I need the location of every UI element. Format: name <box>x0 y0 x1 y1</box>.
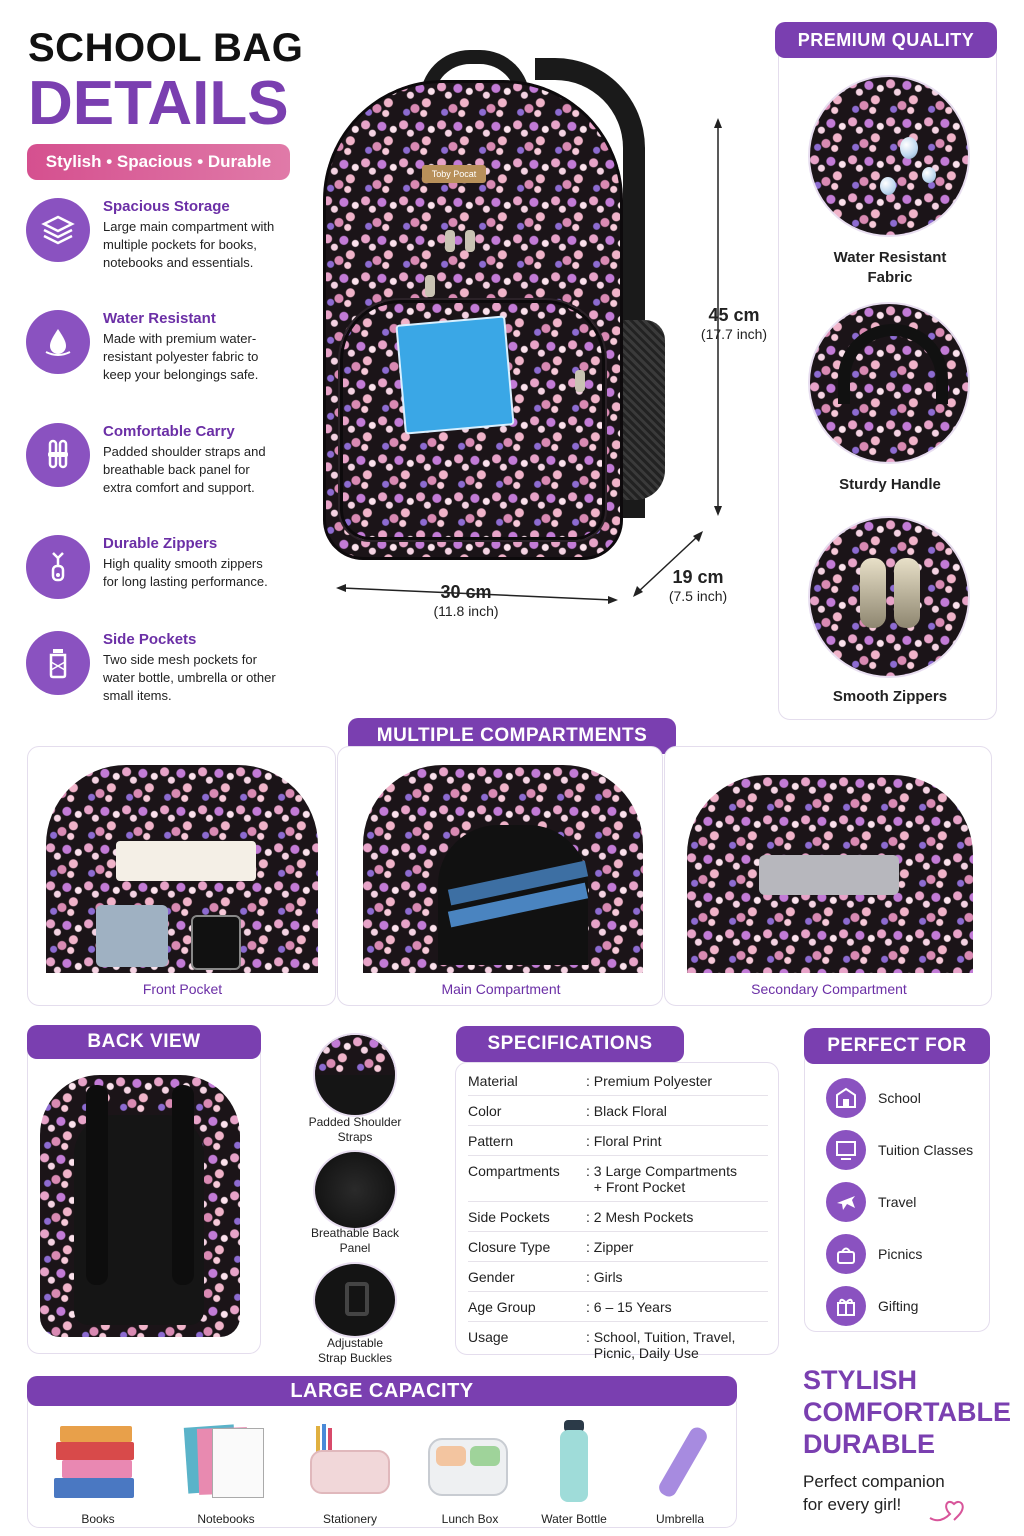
slogan-sub-2: for every girl! <box>803 1495 902 1514</box>
capacity-label: Lunch Box <box>441 1512 499 1526</box>
spec-row <box>468 1156 768 1202</box>
back-view-title: BACK VIEW <box>87 1031 201 1052</box>
perfect-for-label: Picnics <box>878 1246 923 1262</box>
compartment-card-front <box>27 746 336 1006</box>
spec-row <box>468 1126 768 1156</box>
capacity-label: Umbrella <box>655 1512 704 1526</box>
perfect-for-item <box>826 1280 986 1332</box>
spec-value: : 2 Mesh Pockets <box>586 1209 694 1225</box>
perfect-for-item <box>826 1124 986 1176</box>
feature-desc: Padded shoulder straps and breathable back panel for extra comfort and support. <box>103 444 266 495</box>
perfect-for-list <box>826 1072 986 1332</box>
capacity-item-lunch-box <box>420 1420 520 1526</box>
spec-row <box>468 1202 768 1232</box>
padded-straps-image <box>313 1033 397 1117</box>
back-detail-caption: Padded Shoulder Straps <box>308 1115 402 1144</box>
feature-title: Durable Zippers <box>103 535 218 552</box>
title-line-2: DETAILS <box>28 69 289 138</box>
capacity-label: Stationery <box>322 1512 378 1526</box>
spec-value: : Zipper <box>586 1239 634 1255</box>
premium-caption: Smooth Zippers <box>832 688 948 705</box>
feature-item <box>26 423 286 535</box>
spec-value: : Premium Polyester <box>586 1073 713 1089</box>
spec-key: Gender <box>468 1269 515 1285</box>
spec-key: Closure Type <box>468 1239 551 1255</box>
school-icon <box>826 1078 866 1118</box>
capacity-label: Water Bottle <box>541 1512 607 1526</box>
feature-desc: Made with premium water-resistant polyester fabric to keep your belongings safe. <box>103 331 259 382</box>
capacity-item-umbrella <box>630 1420 730 1526</box>
perfect-for-item <box>826 1176 986 1228</box>
spec-row <box>468 1322 768 1367</box>
title-line-1: SCHOOL BAG <box>28 26 304 70</box>
perfect-for-label: Tuition Classes <box>878 1142 974 1158</box>
capacity-item-notebooks <box>176 1420 276 1526</box>
smooth-zippers-image <box>808 516 970 678</box>
height-cm: 45 cm <box>708 305 760 325</box>
books-icon <box>48 1420 148 1504</box>
feature-title: Spacious Storage <box>103 198 230 215</box>
spec-row <box>468 1292 768 1322</box>
spec-key: Pattern <box>468 1133 514 1149</box>
stationery-icon <box>300 1420 400 1504</box>
feature-item <box>26 535 286 631</box>
perfect-for-header <box>804 1028 990 1064</box>
front-pocket-image <box>46 765 318 973</box>
slogan-sub-1: Perfect companion <box>803 1472 945 1491</box>
perfect-for-label: Travel <box>878 1194 917 1210</box>
back-detail-caption: Adjustable Strap Buckles <box>317 1336 393 1365</box>
lunch-box-icon <box>420 1420 520 1504</box>
gift-icon <box>826 1286 866 1326</box>
main-compartment-image <box>363 765 643 973</box>
depth-cm: 19 cm <box>672 567 724 587</box>
heart-icon <box>928 1494 978 1524</box>
bottle-icon <box>26 631 90 695</box>
slogan-line-2: COMFORTABLE <box>803 1397 1011 1427</box>
large-capacity-title: LARGE CAPACITY <box>290 1380 474 1402</box>
depth-dimension <box>656 567 740 604</box>
specifications-header <box>456 1026 684 1062</box>
umbrella-icon <box>630 1420 730 1504</box>
feature-desc: High quality smooth zippers for long lasting performance. <box>103 556 268 589</box>
brand-label-text: Toby Pocat <box>431 169 477 179</box>
features-list <box>26 198 286 743</box>
capacity-label: Books <box>81 1512 115 1526</box>
width-dimension <box>416 582 516 619</box>
feature-desc: Large main compartment with multiple pockets for books, notebooks and essentials. <box>103 219 275 270</box>
spec-key: Usage <box>468 1329 509 1345</box>
spec-value: : School, Tuition, Travel, Picnic, Daily Use <box>586 1329 736 1361</box>
compartment-card-secondary <box>664 746 992 1006</box>
spec-key: Compartments <box>468 1163 560 1179</box>
feature-item <box>26 631 286 743</box>
spec-row <box>468 1232 768 1262</box>
feature-title: Side Pockets <box>103 631 197 648</box>
water-resistant-fabric-image <box>808 75 970 237</box>
tagline-text: Stylish • Spacious • Durable <box>45 152 272 171</box>
capacity-item-stationery <box>300 1420 400 1526</box>
premium-quality-title: PREMIUM QUALITY <box>797 30 975 50</box>
feature-title: Water Resistant <box>103 310 216 327</box>
spec-value: : Floral Print <box>586 1133 662 1149</box>
height-dimension <box>694 305 774 342</box>
width-inch: (11.8 inch) <box>433 603 499 619</box>
page-title <box>28 26 304 138</box>
spec-key: Color <box>468 1103 502 1119</box>
specifications-table <box>468 1066 768 1367</box>
tagline-badge <box>27 144 290 180</box>
compartment-caption: Secondary Compartment <box>751 981 907 997</box>
back-view-header <box>27 1025 261 1059</box>
slogan-line-3: DURABLE <box>803 1429 935 1459</box>
spec-value: : Girls <box>586 1269 623 1285</box>
specifications-title: SPECIFICATIONS <box>487 1033 653 1054</box>
water-drop-icon <box>26 310 90 374</box>
perfect-for-item <box>826 1228 986 1280</box>
spec-key: Material <box>468 1073 518 1089</box>
premium-caption: Water Resistant Fabric <box>833 249 947 286</box>
premium-quality-header <box>775 22 997 58</box>
spec-row <box>468 1096 768 1126</box>
spec-value: : 3 Large Compartments + Front Pocket <box>586 1163 737 1195</box>
capacity-item-water-bottle <box>524 1420 624 1526</box>
slogan-line-1: STYLISH <box>803 1365 918 1395</box>
back-view-image <box>40 1075 240 1337</box>
back-detail-caption: Breathable Back Panel <box>310 1226 400 1255</box>
spec-key: Side Pockets <box>468 1209 550 1225</box>
notebooks-icon <box>176 1420 276 1504</box>
feature-desc: Two side mesh pockets for water bottle, umbrella or other small items. <box>103 652 276 703</box>
compartment-caption: Main Compartment <box>441 981 561 997</box>
classroom-icon <box>826 1130 866 1170</box>
height-inch: (17.7 inch) <box>700 326 768 342</box>
feature-title: Comfortable Carry <box>103 423 235 440</box>
compartment-caption: Front Pocket <box>142 981 223 997</box>
airplane-icon <box>826 1182 866 1222</box>
premium-caption: Sturdy Handle <box>839 476 941 493</box>
feature-item <box>26 310 286 423</box>
picnic-icon <box>826 1234 866 1274</box>
capacity-label: Notebooks <box>197 1512 255 1526</box>
spec-value: : 6 – 15 Years <box>586 1299 672 1315</box>
sturdy-handle-image <box>808 302 970 464</box>
feature-item <box>26 198 286 310</box>
slogan <box>803 1364 1013 1516</box>
spec-key: Age Group <box>468 1299 536 1315</box>
perfect-for-title: PERFECT FOR <box>827 1035 967 1056</box>
width-cm: 30 cm <box>440 582 492 602</box>
strap-buckles-image <box>313 1262 397 1338</box>
spec-row <box>468 1262 768 1292</box>
perfect-for-item <box>826 1072 986 1124</box>
layers-icon <box>26 198 90 262</box>
water-bottle-icon <box>524 1420 624 1504</box>
spec-value: : Black Floral <box>586 1103 667 1119</box>
secondary-compartment-image <box>687 775 973 973</box>
breathable-panel-image <box>313 1150 397 1230</box>
large-capacity-header <box>27 1376 737 1406</box>
perfect-for-label: School <box>878 1090 921 1106</box>
straps-icon <box>26 423 90 487</box>
compartment-card-main <box>337 746 663 1006</box>
capacity-item-books <box>48 1420 148 1526</box>
spec-row <box>468 1066 768 1096</box>
depth-inch: (7.5 inch) <box>668 588 728 604</box>
compartments-title: MULTIPLE COMPARTMENTS <box>376 725 648 746</box>
zipper-icon <box>26 535 90 599</box>
perfect-for-label: Gifting <box>878 1298 919 1314</box>
